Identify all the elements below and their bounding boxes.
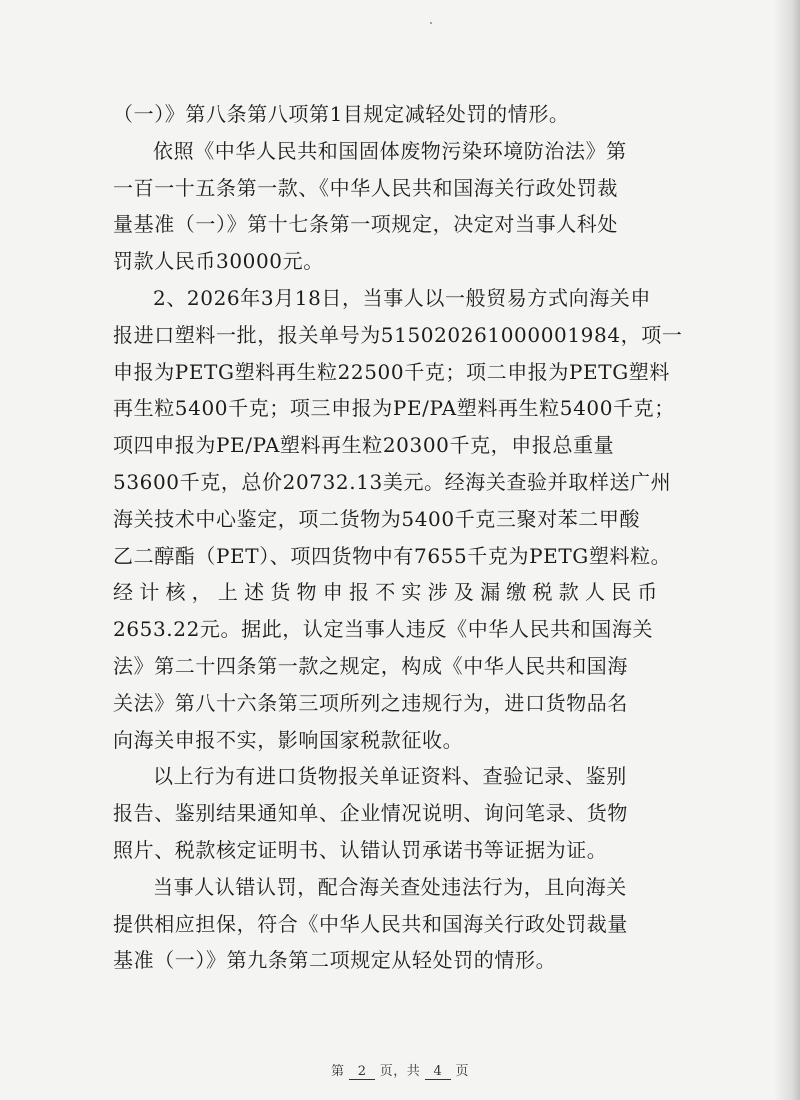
text-line: 量基准（一）》第十七条第一项规定，决定对当事人科处: [113, 212, 618, 237]
text-line: 再生粒5400千克；项三申报为PE/PA塑料再生粒5400千克；: [113, 396, 675, 421]
text-line: 53600千克，总价20732.13美元。经海关查验并取样送广州: [113, 469, 672, 494]
text-line: 申报为PETG塑料再生粒22500千克；项二申报为PETG塑料: [113, 359, 670, 384]
page-prefix: 第: [330, 1064, 345, 1079]
scan-edge-shadow: [774, 0, 800, 1100]
scan-artifact: [430, 22, 432, 24]
page-middle: 页，共: [379, 1064, 421, 1079]
document-body: [113, 96, 683, 979]
text-line: 经计核，上述货物申报不实涉及漏缴税款人民币: [113, 580, 658, 605]
text-line: （一）》第八条第八项第1目规定减轻处罚的情形。: [113, 102, 570, 126]
text-line: 报告、鉴别结果通知单、企业情况说明、询问笔录、货物: [113, 801, 628, 826]
page-footer: [0, 1060, 800, 1080]
text-line: 依照《中华人民共和国固体废物污染环境防治法》第: [153, 138, 627, 163]
text-line: 关法》第八十六条第三项所列之违规行为，进口货物品名: [113, 690, 628, 715]
text-line: 罚款人民币30000元。: [113, 249, 324, 274]
text-line: 照片、税款核定证明书、认错认罚承诺书等证据为证。: [113, 837, 608, 862]
text-line: 法》第二十四条第一款之规定，构成《中华人民共和国海: [113, 653, 628, 678]
page-suffix: 页: [455, 1064, 470, 1079]
text-line: 当事人认错认罚，配合海关查处违法行为，且向海关: [153, 874, 627, 899]
text-line: 向海关申报不实，影响国家税款征收。: [113, 727, 464, 752]
text-line: 2、2026年3月18日，当事人以一般贸易方式向海关申: [153, 285, 651, 310]
text-line: 海关技术中心鉴定，项二货物为5400千克三聚对苯二甲酸: [113, 506, 641, 531]
text-line: 报进口塑料一批，报关单号为515020261000001984，项一: [113, 322, 683, 347]
text-line: 以上行为有进口货物报关单证资料、查验记录、鉴别: [153, 764, 627, 789]
text-line: 项四申报为PE/PA塑料再生粒20300千克，申报总重量: [113, 433, 615, 458]
text-line: 乙二醇酯（PET）、项四货物中有7655千克为PETG塑料粒。: [113, 543, 672, 568]
text-line: 2653.22元。据此，认定当事人违反《中华人民共和国海关: [113, 617, 654, 642]
text-line: 提供相应担保，符合《中华人民共和国海关行政处罚裁量: [113, 911, 628, 936]
text-line: 基准（一）》第九条第二项规定从轻处罚的情形。: [113, 948, 557, 973]
text-line: 一百一十五条第一款、《中华人民共和国海关行政处罚裁: [113, 175, 618, 200]
total-page-number: 4: [425, 1065, 451, 1080]
current-page-number: 2: [349, 1065, 375, 1080]
